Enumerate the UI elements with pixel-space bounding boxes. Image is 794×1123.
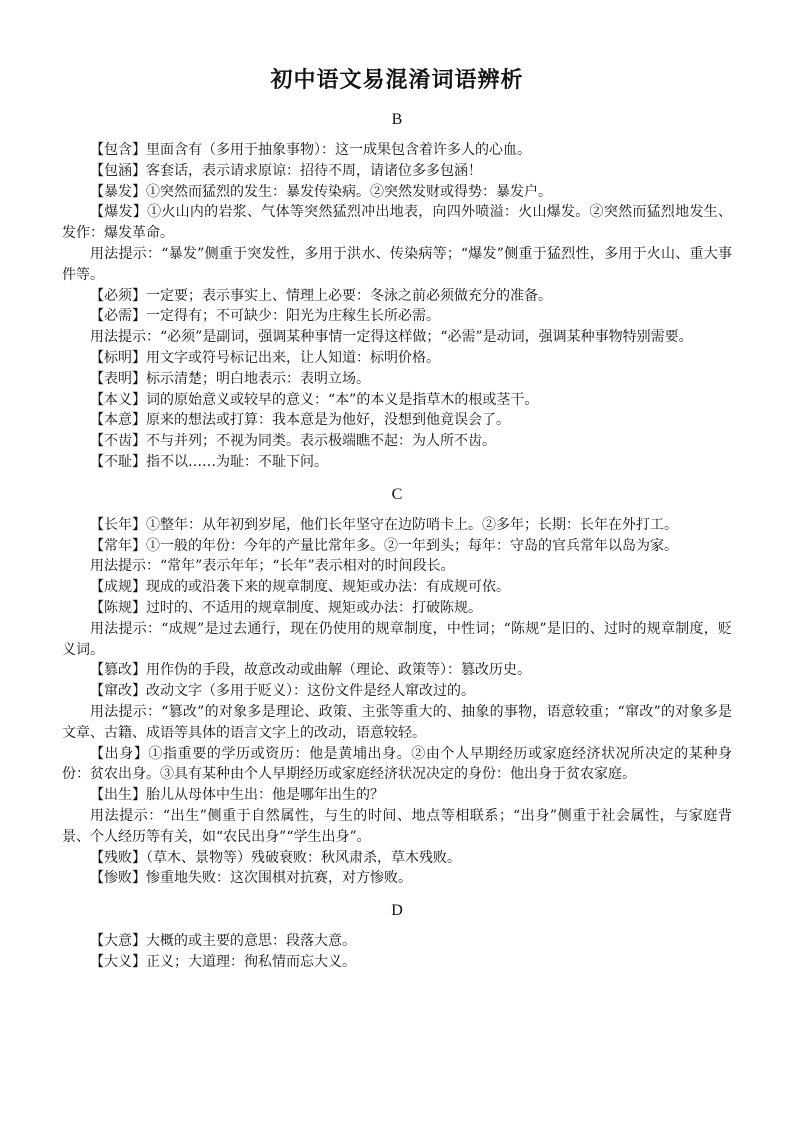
usage-tip-bixu: 用法提示：“必须”是副词，强调某种事情一定得这样做；“必需”是动词，强调某种事物特别需要。 xyxy=(90,329,693,346)
entry-benyi-meaning: 【本义】词的原始意义或较早的意义：“本”的本义是指草木的根或茎干。 xyxy=(90,391,539,408)
entry-changnian-usual: 【常年】①一般的年份：今年的产量比常年多。②一年到头；每年：守岛的官兵常年以岛为家。 xyxy=(90,537,678,554)
entry-chushen: 【出身】①指重要的学历或资历：他是黄埔出身。②由个人早期经历或家庭经济状况所决定的某种身份：贫农出身。③具有某种由个人早期经历或家庭经济状况决定的身份：他出身于贫农家庭。 xyxy=(62,745,732,783)
section-heading-b: B xyxy=(391,111,403,128)
usage-tip-cuangai: 用法提示：“篡改”的对象多是理论、政策、主张等重大的、抽象的事物，语意较重；“窜改”的对象多是文章、古籍、成语等具体的语言文字上的改动，语意较轻。 xyxy=(62,703,732,741)
document-title: 初中语文易混淆词语辨析 xyxy=(270,68,524,93)
entry-bixu: 【必须】一定要；表示事实上、情理上必要：冬泳之前必须做充分的准备。 xyxy=(90,287,552,304)
entry-biaoming-state: 【表明】标示清楚；明白地表示：表明立场。 xyxy=(90,370,370,387)
entry-biaoming-mark: 【标明】用文字或符号标记出来，让人知道：标明价格。 xyxy=(90,349,440,366)
entry-buchi-despise: 【不齿】不与并列；不视为同类。表示极端瞧不起：为人所不齿。 xyxy=(90,433,496,450)
entry-changnian-long: 【长年】①整年：从年初到岁尾，他们长年坚守在边防哨卡上。②多年；长期：长年在外打工。 xyxy=(90,516,678,533)
entry-baohan: 【包含】里面含有（多用于抽象事物）：这一成果包含着许多人的心血。 xyxy=(90,142,531,158)
section-b xyxy=(62,110,732,473)
section-heading-d: D xyxy=(391,902,403,920)
entry-chenggui: 【成规】现成的或沿袭下来的规章制度、规矩或办法：有成规可依。 xyxy=(90,579,510,596)
section-d xyxy=(62,901,732,973)
section-c xyxy=(62,485,732,889)
entry-bixu-need: 【必需】一定得有；不可缺少：阳光为庄稼生长所必需。 xyxy=(90,308,440,325)
entry-chusheng: 【出生】胎儿从母体中生出：他是哪年出生的？ xyxy=(90,787,384,804)
entry-canbai-decay: 【残败】（草木、景物等）残破衰败：秋风肃杀，草木残败。 xyxy=(90,849,461,866)
section-heading-c: C xyxy=(391,485,403,503)
entry-buchi-shame: 【不耻】指不以……为耻：不耻下问。 xyxy=(90,453,328,470)
usage-tip-baofa: 用法提示：“暴发”侧重于突发性，多用于洪水、传染病等；“爆发”侧重于猛烈性，多用于火山、重大事件等。 xyxy=(62,245,732,283)
entry-baohan-polite: 【包涵】客套话，表示请求原谅：招待不周，请诸位多多包涵！ xyxy=(90,162,482,179)
usage-tip-changnian: 用法提示：“常年”表示年年；“长年”表示相对的时间段长。 xyxy=(90,558,455,575)
entry-dayi-gist: 【大意】大概的或主要的意思：段落大意。 xyxy=(90,933,356,950)
entry-benyi-intent: 【本意】原来的想法或打算：我本意是为他好，没想到他竟误会了。 xyxy=(90,412,510,429)
usage-tip-chusheng: 用法提示：“出生”侧重于自然属性，与生的时间、地点等相联系；“出身”侧重于社会属性，与家庭背景、个人经历等有关，如“农民出身”“学生出身”。 xyxy=(62,807,732,845)
entry-chengui: 【陈规】过时的、不适用的规章制度、规矩或办法：打破陈规。 xyxy=(90,599,482,616)
document-page xyxy=(62,66,732,973)
entry-baofa-sudden: 【暴发】①突然而猛烈的发生：暴发传染病。②突然发财或得势：暴发户。 xyxy=(90,183,552,200)
entry-dayi-righteousness: 【大义】正义；大道理：徇私情而忘大义。 xyxy=(90,953,356,970)
entry-canbai-defeat: 【惨败】惨重地失败：这次围棋对抗赛，对方惨败。 xyxy=(90,870,412,887)
entry-cuangai-usurp: 【篡改】用作伪的手段，故意改动或曲解（理论、政策等）：篡改历史。 xyxy=(90,662,531,679)
entry-baofa-explode: 【爆发】①火山内的岩浆、气体等突然猛烈冲出地表，向四外喷溢：火山爆发。②突然而猛烈地发生、发作：爆发革命。 xyxy=(62,204,732,242)
entry-cuangai-alter: 【窜改】改动文字（多用于贬义）：这份文件是经人窜改过的。 xyxy=(90,683,475,700)
usage-tip-chenggui: 用法提示：“成规”是过去通行，现在仍使用的规章制度，中性词；“陈规”是旧的、过时的规章制度，贬义词。 xyxy=(62,620,732,658)
